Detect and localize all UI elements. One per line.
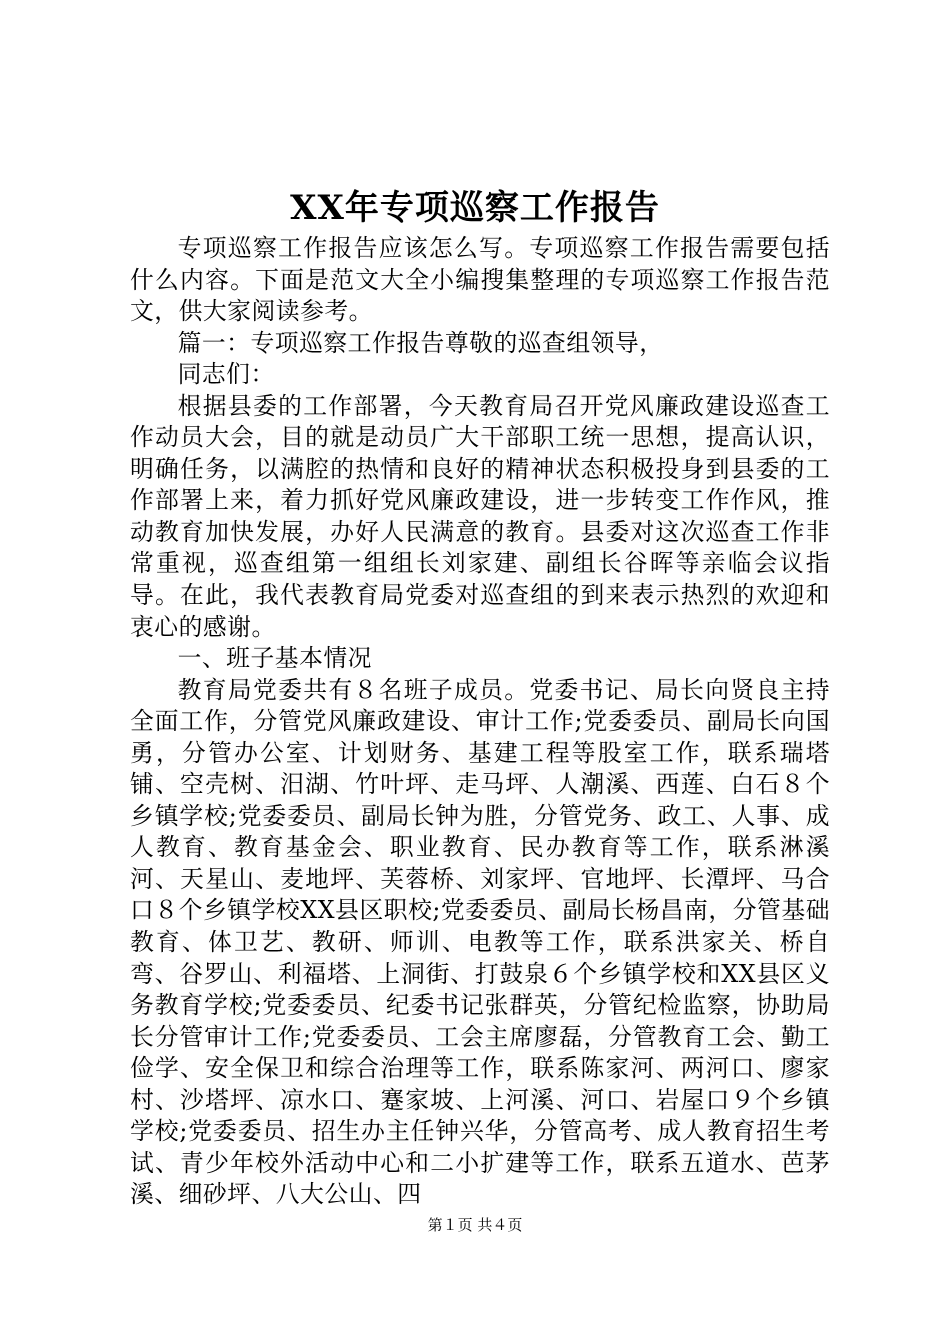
paragraph-section-title: 篇一：专项巡察工作报告尊敬的巡查组领导， [177,328,664,357]
paragraph-salutation: 同志们： [177,360,275,389]
paragraph-heading-1: 一、班子基本情况 [177,644,372,673]
page-footer: 第１页 共４页 [427,1216,523,1234]
paragraph-main: 根据县委的工作部署，今天教育局召开党风廉政建设巡查工作动员大会，目的就是动员广大干部职工统一思想，提高认识，明确任务，以满腔的热情和良好的精神状态积极投身到县委的工作部署上来，着力抓好党风廉政建设，进一步转变工作作风，推动教育加快发展，办好人民满意的教育。县委对这次巡查工作非常重视，巡查组第一组组长刘家建、副组长谷晖等亲临会议指导。在此，我代表教育局党委对巡查组的到来表示热烈的欢迎和衷心的感谢。 [130,391,830,641]
document-body [130,233,830,1211]
paragraph-team-info: 教育局党委共有８名班子成员。党委书记、局长向贤良主持全面工作，分管党风廉政建设、审计工作;党委委员、副局长向国勇，分管办公室、计划财务、基建工程等股室工作，联系瑞塔铺、空壳树、汨湖、竹叶坪、走马坪、人潮溪、西莲、白石８个乡镇学校;党委委员、副局长钟为胜，分管党务、政工、人事、成人教育、教育基金会、职业教育、民办教育等工作，联系淋溪河、天星山、麦地坪、芙蓉桥、刘家坪、官地坪、长潭坪、马合口８个乡镇学校XX县区职校;党委委员、副局长杨昌南，分管基础教育、体卫艺、教研、师训、电教等工作，联系洪家关、桥自弯、谷罗山、利福塔、上洞街、打鼓泉６个乡镇学校和XX县区义务教育学校;党委委员、纪委书记张群英，分管纪检监察，协助局长分管审计工作;党委委员、工会主席廖磊，分管教育工会、勤工俭学、安全保卫和综合治理等工作，联系陈家河、两河口、廖家村、沙塔坪、凉水口、蹇家坡、上河溪、河口、岩屋口９个乡镇学校;党委委员、招生办主任钟兴华，分管高考、成人教育招生考试、青少年校外活动中心和二小扩建等工作，联系五道水、芭茅溪、细砂坪、八大公山、四 [130,675,830,1209]
document-title: XX年专项巡察工作报告 [290,188,660,228]
paragraph-intro: 专项巡察工作报告应该怎么写。专项巡察工作报告需要包括什么内容。下面是范文大全小编搜集整理的专项巡察工作报告范文，供大家阅读参考。 [130,234,830,326]
